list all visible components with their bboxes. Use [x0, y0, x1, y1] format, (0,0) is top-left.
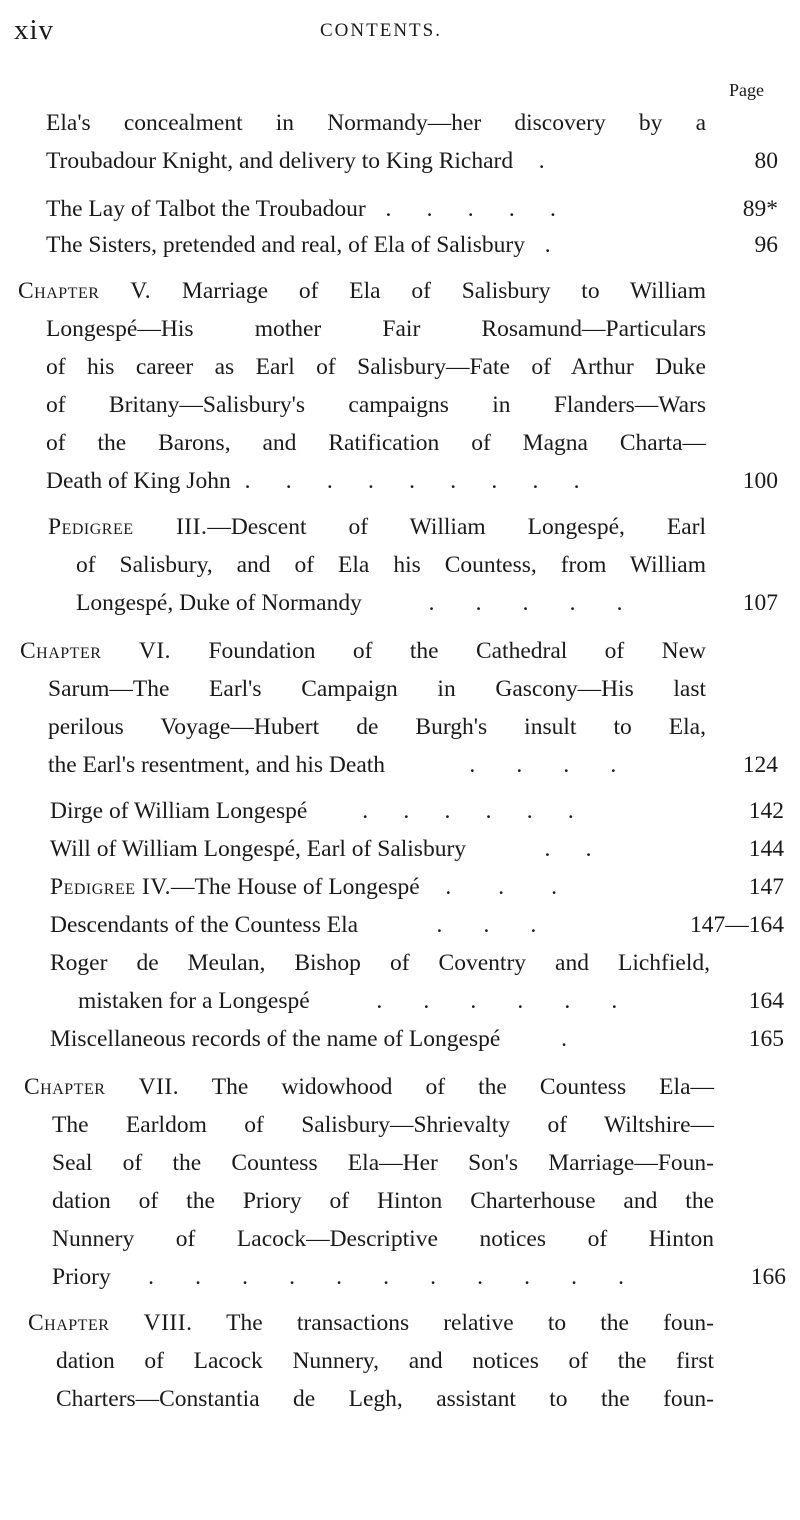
entry-line-leader [50, 1020, 706, 1058]
toc-entry-sisters [46, 226, 706, 264]
entry-line-leader [50, 868, 706, 906]
entry-line-leader [46, 142, 706, 180]
entry-line: the Earl's resentment, and his Death [48, 752, 386, 778]
page-number: 89* [742, 196, 778, 222]
page-number: 142 [748, 798, 784, 824]
running-head: CONTENTS. [320, 20, 442, 41]
toc-entry-roger [50, 944, 710, 982]
toc-entry-pedigree-3 [48, 508, 706, 546]
page-number: 80 [754, 148, 778, 174]
page-number: 166 [750, 1264, 786, 1290]
entry-line-leader [46, 462, 706, 500]
entry-line: The Earldom of Salisbury—Shrievalty of Wiltshire— [52, 1112, 714, 1138]
entry-line: Descendants of the Countess Ela [50, 912, 359, 938]
toc-entry-pedigree-3-cont [76, 546, 706, 622]
entry-line: Dirge of William Longespé [50, 798, 308, 824]
entry-line: Longespé—His mother Fair Rosamund—Particulars [46, 316, 706, 342]
toc-entry-chapter-8 [28, 1304, 714, 1342]
chapter-label: Chapter VI. [20, 638, 172, 664]
entry-line: of the Barons, and Ratification of Magna Charta— [46, 430, 706, 456]
pedigree-label: Pedigree IV. [50, 874, 172, 900]
entry-line: The Sisters, pretended and real, of Ela of Salisbury [46, 232, 525, 258]
toc-entry-chapter-7-cont [52, 1106, 714, 1296]
entry-line: Will of William Longespé, Earl of Salisbury [50, 836, 467, 862]
entry-line: Ela's concealment in Normandy—her discovery by a [46, 110, 706, 136]
page-number: 124 [742, 752, 778, 778]
entry-line: dation of Lacock Nunnery, and notices of the first [56, 1348, 714, 1374]
dot-leader: . . . . . . [315, 798, 574, 824]
entry-line: Seal of the Countess Ela—Her Son's Marriage—Foun- [52, 1150, 714, 1176]
entry-line-leader [76, 584, 706, 622]
dot-leader: . [533, 232, 551, 258]
dot-leader: . . . [366, 912, 537, 938]
dot-leader: . . . . . . . . . [238, 468, 580, 494]
toc-entry-chapter-6-cont [48, 670, 706, 784]
entry-line: Death of King John [46, 468, 231, 494]
page-number: 147—164 [690, 912, 784, 938]
dot-leader: . . . . . [369, 590, 623, 616]
page-number: 164 [748, 988, 784, 1014]
entry-line: Nunnery of Lacock—Descriptive notices of Hinton [52, 1226, 714, 1252]
page-number: 165 [748, 1026, 784, 1052]
toc-entry-pedigree-4 [50, 868, 706, 906]
toc-entry-chapter-5-cont [46, 310, 706, 500]
chapter-label: Chapter VII. [24, 1074, 180, 1100]
entry-line: Chapter V. Marriage of Ela of Salisbury to William [18, 278, 707, 304]
chapter-label: Chapter V. [18, 278, 152, 304]
entry-line-leader [50, 906, 660, 944]
dot-leader: . . . . [393, 752, 617, 778]
entry-line-leader [78, 982, 706, 1020]
entry-line: Pedigree III.—Descent of William Longespé, Earl [48, 514, 706, 540]
entry-line-leader [50, 792, 706, 830]
page-number: 100 [742, 468, 778, 494]
page-number: 147 [748, 874, 784, 900]
entry-line-leader [50, 830, 706, 868]
entry-line: mistaken for a Longespé [78, 988, 310, 1014]
page-number: 96 [754, 232, 778, 258]
toc-entry-ela-concealment [46, 104, 706, 180]
toc-entry-descendants [50, 906, 660, 944]
entry-line: Chapter VIII. The transactions relative to the foun- [28, 1310, 714, 1336]
entry-line: Troubadour Knight, and delivery to King Richard [46, 148, 514, 174]
entry-line: Longespé, Duke of Normandy [76, 590, 362, 616]
entry-line: Roger de Meulan, Bishop of Coventry and Lichfield, [50, 950, 710, 976]
entry-line: Priory [52, 1264, 111, 1290]
entry-line: of Salisbury, and of Ela his Countess, from William [76, 552, 706, 578]
entry-line: Chapter VII. The widowhood of the Countess Ela— [24, 1074, 714, 1100]
entry-line: of his career as Earl of Salisbury—Fate of Arthur Duke [46, 354, 706, 380]
dot-leader: . . . [427, 874, 557, 900]
entry-line: Charters—Constantia de Legh, assistant to the foun- [56, 1386, 714, 1412]
dot-leader: . . . . . . [317, 988, 618, 1014]
page-column-label: Page [729, 80, 764, 100]
toc-entry-chapter-6 [20, 632, 706, 670]
entry-line: dation of the Priory of Hinton Charterhouse and the [52, 1188, 714, 1214]
entry-line: of Britany—Salisbury's campaigns in Flanders—Wars [46, 392, 706, 418]
entry-line-leader [46, 190, 706, 228]
toc-entry-chapter-7 [24, 1068, 714, 1106]
pedigree-label: Pedigree III. [48, 514, 208, 540]
entry-line: Sarum—The Earl's Campaign in Gascony—His last [48, 676, 706, 702]
entry-line: Miscellaneous records of the name of Longespé [50, 1026, 501, 1052]
toc-entry-chapter-8-cont [56, 1342, 714, 1418]
folio-number: xiv [14, 14, 55, 46]
chapter-label: Chapter VIII. [28, 1310, 193, 1336]
dot-leader: . . . . . [373, 196, 556, 222]
entry-line: Pedigree IV.—The House of Longespé [50, 874, 420, 900]
dot-leader: . . [474, 836, 592, 862]
toc-entry-dirge [50, 792, 706, 830]
dot-leader: . [521, 148, 545, 174]
toc-entry-will [50, 830, 706, 868]
toc-entry-chapter-5 [18, 272, 706, 310]
entry-line: Chapter VI. Foundation of the Cathedral of New [20, 638, 707, 664]
page-number: 107 [742, 590, 778, 616]
page-number: 144 [748, 836, 784, 862]
entry-line-leader [48, 746, 706, 784]
toc-entry-misc [50, 1020, 706, 1058]
entry-line: perilous Voyage—Hubert de Burgh's insult to Ela, [48, 714, 706, 740]
toc-entry-roger-cont [78, 982, 706, 1020]
toc-entry-lay-talbot [46, 190, 706, 228]
dot-leader: . [508, 1026, 568, 1052]
entry-line: The Lay of Talbot the Troubadour [46, 196, 366, 222]
dot-leader: . . . . . . . . . . . [118, 1264, 624, 1290]
entry-line-leader [46, 226, 706, 264]
entry-line-leader [52, 1258, 714, 1296]
